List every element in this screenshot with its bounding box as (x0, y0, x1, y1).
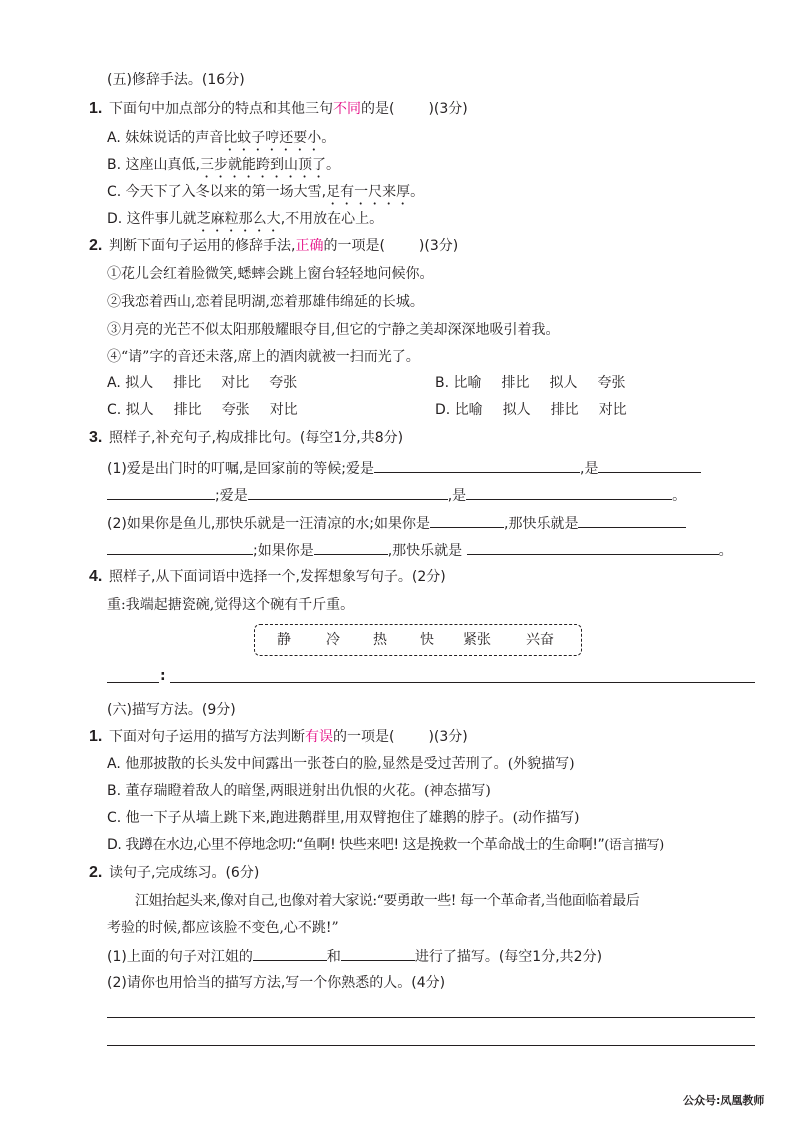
dotted-text: 足有一尺来厚 (326, 184, 411, 200)
colon-label: : (160, 668, 166, 684)
option-a: A. 他那披散的长头发中间露出一张苍白的脸,显然是受过苦刑了。(外貌描写) (107, 756, 575, 772)
answer-blank[interactable] (578, 512, 686, 528)
option-d: D. 比喻 拟人 排比 对比 (435, 402, 627, 418)
question-stem: 判断下面句子运用的修辞手法,正确的一项是( )(3分) (109, 238, 459, 254)
option-c: C. 今天下了入冬以来的第一场大雪,足有一尺来厚。 (107, 184, 425, 200)
answer-blank[interactable] (248, 484, 448, 500)
option-a: A. 妹妹说话的声音比蚊子哼还要小。 (107, 130, 336, 146)
dotted-text: 芝麻粒那么大 (196, 211, 281, 227)
passage-line-2: 考验的时候,都应该脸不变色,心不跳!” (107, 920, 339, 936)
answer-line[interactable] (107, 682, 159, 683)
dotted-text: 比蚊子哼还要小 (223, 130, 322, 146)
emphasis-text: 正确 (295, 238, 324, 254)
question-number: 2. (89, 864, 103, 881)
question-number: 1. (89, 728, 103, 745)
answer-blank[interactable] (598, 457, 701, 473)
sentence-1: ①花儿会红着脸微笑,蟋蟀会跳上窗台轻轻地问候你。 (107, 266, 434, 282)
question-number: 2. (89, 237, 103, 254)
word-choice-box (254, 624, 582, 656)
question-stem: 读句子,完成练习。(6分) (109, 865, 260, 881)
example-sentence: 重:我端起搪瓷碗,觉得这个碗有千斤重。 (107, 597, 355, 613)
sub-question-1: (1)上面的句子对江姐的 和 进行了描写。(每空1分,共2分) (107, 945, 602, 965)
answer-blank[interactable] (467, 539, 719, 555)
dotted-text: 三步就能跨到山顶了 (199, 157, 326, 173)
word-option[interactable]: 快 (420, 632, 434, 648)
sentence-4: ④“请”字的音还未落,席上的酒肉就被一扫而光了。 (107, 349, 420, 365)
word-option[interactable]: 紧张 (463, 632, 491, 648)
question-stem: 照样子,补充句子,构成排比句。(每空1分,共8分) (109, 430, 404, 446)
question-stem: 下面句中加点部分的特点和其他三句不同的是( )(3分) (109, 101, 468, 117)
option-d: D. 我蹲在水边,心里不停地念叨:“鱼啊! 快些来吧! 这是挽救一个革命战士的生命啊!”(语言描写) (107, 837, 664, 853)
option-b: B. 比喻 排比 拟人 夸张 (435, 375, 626, 391)
word-option[interactable]: 兴奋 (526, 632, 554, 648)
answer-blank[interactable] (341, 945, 415, 961)
answer-blank[interactable] (374, 457, 580, 473)
answer-blank[interactable] (466, 484, 672, 500)
word-option[interactable]: 冷 (326, 632, 340, 648)
question-number: 3. (89, 429, 103, 446)
answer-blank[interactable] (107, 484, 215, 500)
emphasis-text: 有误 (305, 729, 333, 745)
answer-line[interactable] (107, 1045, 755, 1046)
emphasis-text: 不同 (333, 101, 361, 117)
option-b: B. 董存瑞瞪着敌人的暗堡,两眼迸射出仇恨的火花。(神态描写) (107, 783, 491, 799)
sentence-2: ②我恋着西山,恋着昆明湖,恋着那雄伟绵延的长城。 (107, 294, 424, 310)
question-stem: 下面对句子运用的描写方法判断有误的一项是( )(3分) (109, 729, 468, 745)
footer-note: 公众号:凤凰教师 (683, 1094, 765, 1107)
fill-line-2: ;爱是 ,是 。 (107, 484, 686, 504)
passage-line-1: 江姐抬起头来,像对自己,也像对着大家说:“要勇敢一些! 每一个革命者,当他面临着最后 (135, 893, 640, 909)
answer-blank[interactable] (253, 945, 327, 961)
option-d: D. 这件事儿就芝麻粒那么大,不用放在心上。 (107, 211, 384, 227)
sentence-3: ③月亮的光芒不似太阳那般耀眼夺目,但它的宁静之美却深深地吸引着我。 (107, 322, 560, 338)
answer-blank[interactable] (314, 539, 388, 555)
fill-line-1: (1)爱是出门时的叮嘱,是回家前的等候;爱是 ,是 (107, 457, 701, 477)
word-option[interactable]: 静 (277, 632, 291, 648)
section-6-title: (六)描写方法。(9分) (107, 702, 236, 718)
option-a: A. 拟人 排比 对比 夸张 (107, 375, 298, 391)
question-stem: 照样子,从下面词语中选择一个,发挥想象写句子。(2分) (109, 569, 446, 585)
question-number: 4. (89, 568, 103, 585)
answer-line[interactable] (107, 1017, 755, 1018)
answer-blank[interactable] (430, 512, 504, 528)
answer-blank[interactable] (107, 539, 253, 555)
option-b: B. 这座山真低,三步就能跨到山顶了。 (107, 157, 340, 173)
sub-question-2: (2)请你也用恰当的描写方法,写一个你熟悉的人。(4分) (107, 975, 446, 991)
fill-line-4: ;如果你是 ,那快乐就是 。 (107, 539, 733, 559)
option-c: C. 他一下子从墙上跳下来,跑进鹅群里,用双臂抱住了雄鹅的脖子。(动作描写) (107, 810, 580, 826)
word-option[interactable]: 热 (373, 632, 387, 648)
option-c: C. 拟人 排比 夸张 对比 (107, 402, 298, 418)
question-number: 1. (89, 100, 103, 117)
section-5-title: (五)修辞手法。(16分) (107, 72, 245, 88)
fill-line-3: (2)如果你是鱼儿,那快乐就是一汪清凉的水;如果你是 ,那快乐就是 (107, 512, 686, 532)
answer-line[interactable] (170, 682, 755, 683)
